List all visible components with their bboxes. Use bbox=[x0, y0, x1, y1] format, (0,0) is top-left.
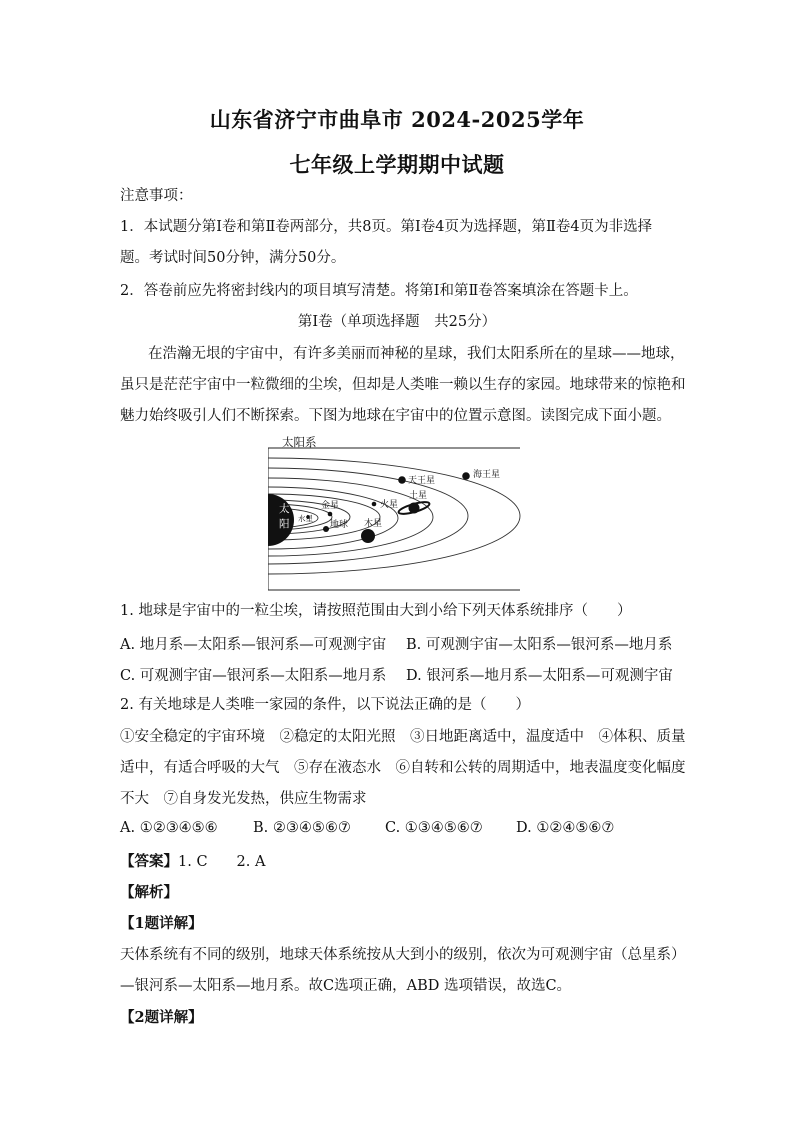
q2-statements-line-3: 不大 ⑦自身发光发热，供应生物需求 bbox=[120, 791, 367, 807]
q2-option-a: A. ①②③④⑤⑥ bbox=[120, 820, 218, 836]
venus-label: 金星 bbox=[321, 501, 340, 511]
q1-option-d: D. 银河系—地月系—太阳系—可观测宇宙 bbox=[406, 668, 673, 684]
intro-line-2: 虽只是茫茫宇宙中一粒微细的尘埃，但却是人类唯一赖以生存的家园。地球带来的惊艳和 bbox=[120, 377, 686, 393]
exam-title-line2: 七年级上学期期中试题 bbox=[289, 152, 505, 177]
intro-line-1: 在浩瀚无垠的宇宙中，有许多美丽而神秘的星球，我们太阳系所在的星球——地球， bbox=[148, 346, 685, 362]
mercury-label: 水星 bbox=[298, 514, 313, 523]
saturn-label: 土星 bbox=[409, 491, 428, 501]
answer-text: 1. C 2. A bbox=[178, 854, 266, 870]
q1-stem: 1. 地球是宇宙中的一粒尘埃，请按照范围由大到小给下列天体系统排序（ ） bbox=[120, 603, 632, 619]
q1-option-a: A. 地月系—太阳系—银河系—可观测宇宙 bbox=[120, 637, 387, 653]
neptune-icon bbox=[462, 472, 470, 480]
solar-system-diagram bbox=[268, 432, 530, 592]
note-1-line-2: 题。考试时间50分钟，满分50分。 bbox=[120, 250, 346, 266]
uranus-icon bbox=[398, 476, 406, 484]
detail-1-label: 【1题详解】 bbox=[120, 915, 203, 932]
diagram-caption: 太阳系 bbox=[282, 435, 317, 449]
uranus-label: 天王星 bbox=[408, 476, 436, 486]
note-1-line-1: 1．本试题分第Ⅰ卷和第Ⅱ卷两部分，共8页。第Ⅰ卷4页为选择题，第Ⅱ卷4页为非选择 bbox=[120, 219, 653, 235]
jupiter-label: 木星 bbox=[364, 519, 383, 529]
earth-icon bbox=[323, 526, 329, 532]
jupiter-icon bbox=[361, 529, 375, 543]
detail-1-line-2: —银河系—太阳系—地月系。故C选项正确，ABD 选项错误，故选C。 bbox=[120, 978, 572, 994]
sun-label-1: 太 bbox=[279, 503, 290, 515]
q2-option-b: B. ②③④⑤⑥⑦ bbox=[253, 820, 351, 836]
earth-label: 地球 bbox=[330, 520, 349, 530]
intro-line-3: 魅力始终吸引人们不断探索。下图为地球在宇宙中的位置示意图。读图完成下面小题。 bbox=[120, 408, 671, 424]
note-2: 2．答卷前应先将密封线内的项目填写清楚。将第Ⅰ和第Ⅱ卷答案填涂在答题卡上。 bbox=[120, 283, 638, 299]
q2-option-c: C. ①③④⑤⑥⑦ bbox=[385, 820, 483, 836]
q1-option-c: C. 可观测宇宙—银河系—太阳系—地月系 bbox=[120, 668, 387, 684]
neptune-label: 海王星 bbox=[473, 470, 501, 480]
mars-label: 火星 bbox=[380, 500, 399, 510]
q2-stem: 2. 有关地球是人类唯一家园的条件，以下说法正确的是（ ） bbox=[120, 697, 530, 713]
section-title: 第Ⅰ卷（单项选择题 共25分） bbox=[297, 314, 497, 330]
answer-label: 【答案】 bbox=[120, 853, 178, 870]
notes-heading: 注意事项： bbox=[120, 188, 193, 204]
q2-statements-line-1: ①安全稳定的宇宙环境 ②稳定的太阳光照 ③日地距离适中，温度适中 ④体积、质量 bbox=[120, 729, 686, 745]
saturn-icon bbox=[409, 503, 420, 514]
exam-title-line1: 山东省济宁市曲阜市 2024-2025学年 bbox=[209, 107, 585, 132]
answer bbox=[120, 852, 680, 872]
detail-2-label: 【2题详解】 bbox=[120, 1009, 203, 1026]
venus-icon bbox=[328, 512, 333, 517]
q2-statements-line-2: 适中，有适合呼吸的大气 ⑤存在液态水 ⑥自转和公转的周期适中，地表温度变化幅度 bbox=[120, 760, 686, 776]
mars-icon bbox=[372, 502, 377, 507]
q1-option-b: B. 可观测宇宙—太阳系—银河系—地月系 bbox=[406, 637, 673, 653]
sun-label-2: 阳 bbox=[279, 518, 290, 530]
q2-option-d: D. ①②④⑤⑥⑦ bbox=[516, 820, 615, 836]
detail-1-line-1: 天体系统有不同的级别，地球天体系统按从大到小的级别，依次为可观测宇宙（总星系） bbox=[120, 947, 686, 963]
analysis-label: 【解析】 bbox=[120, 884, 178, 901]
